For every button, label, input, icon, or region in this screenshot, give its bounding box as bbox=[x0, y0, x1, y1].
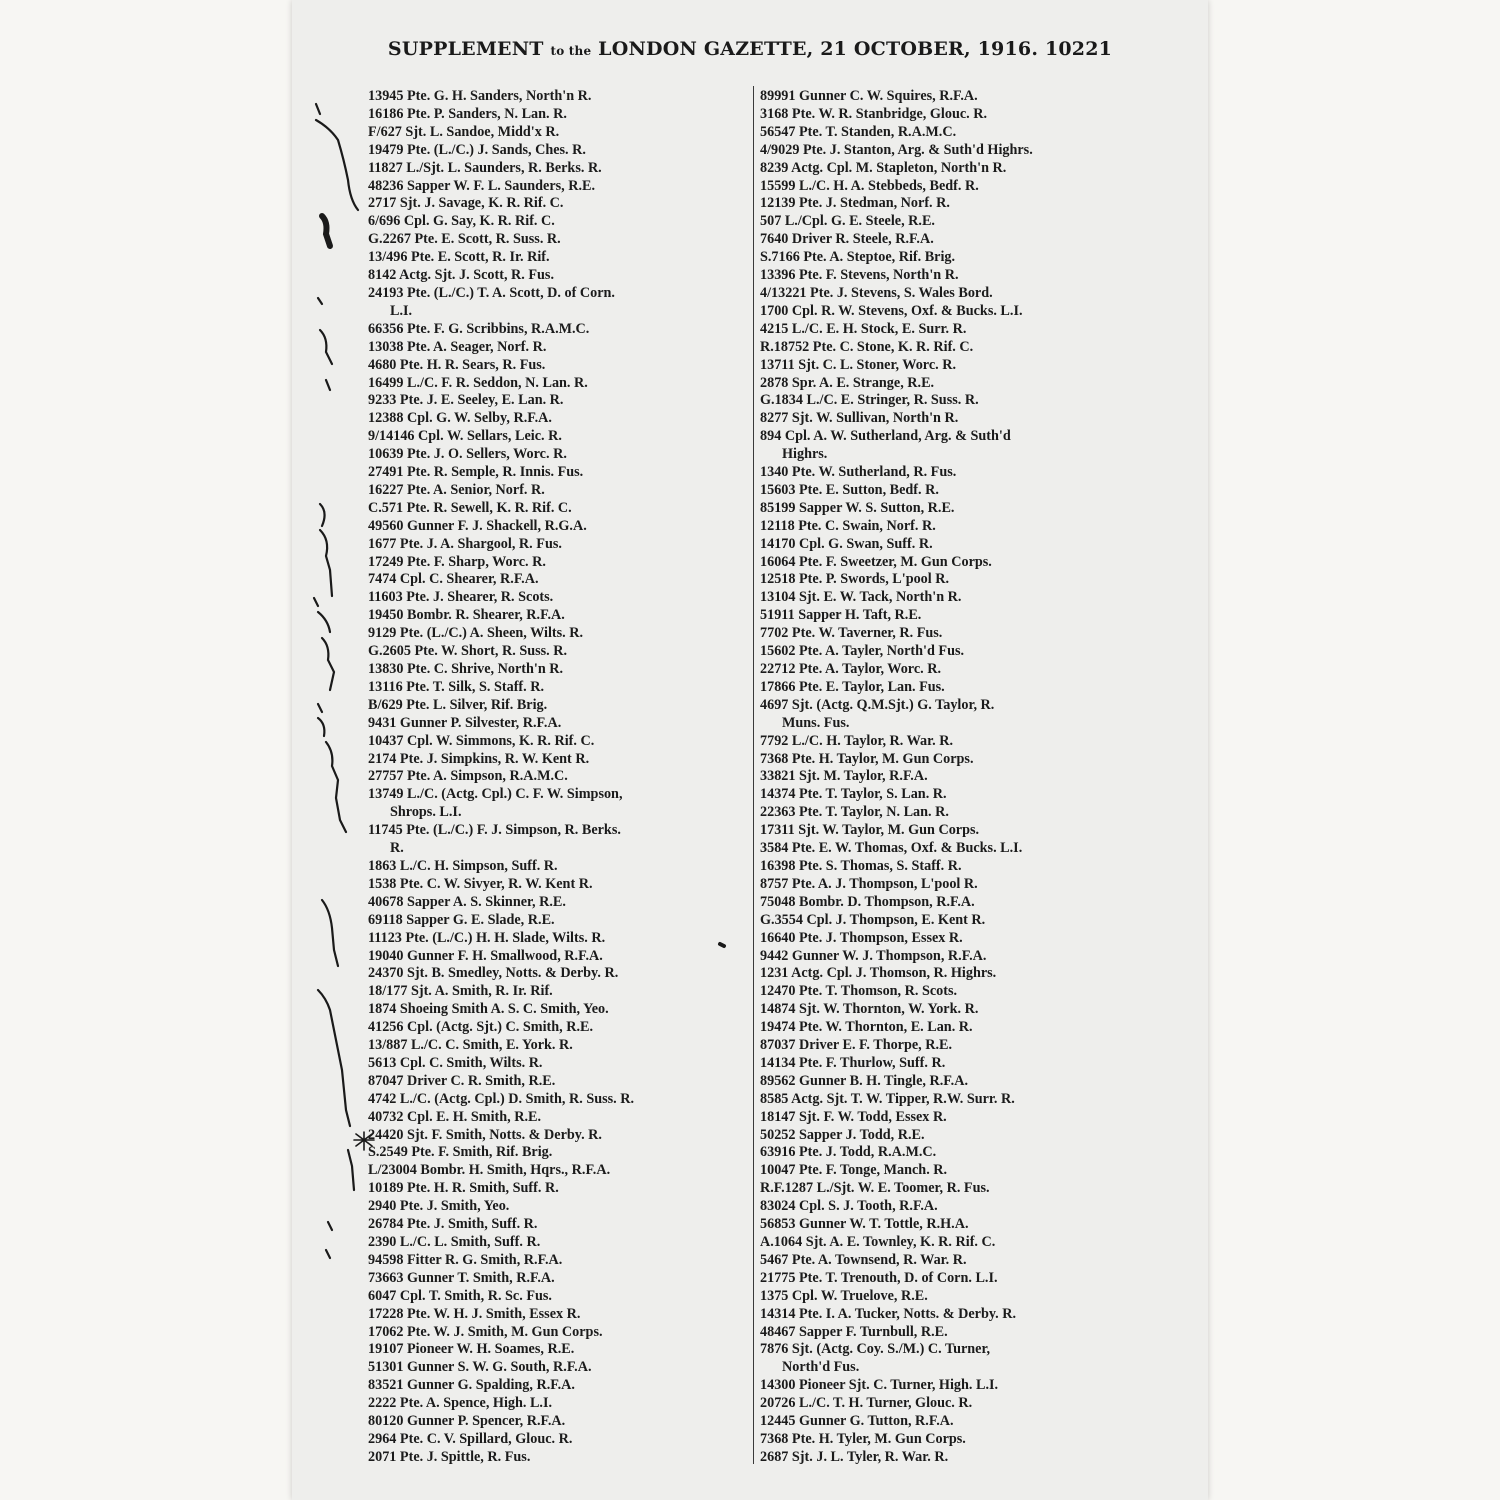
roll-entry: 14374 Pte. T. Taylor, S. Lan. R. bbox=[760, 786, 947, 803]
roll-entry: 21775 Pte. T. Trenouth, D. of Corn. L.I. bbox=[760, 1269, 998, 1286]
roll-entry: 2717 Sjt. J. Savage, K. R. Rif. C. bbox=[368, 195, 564, 212]
roll-entry: 24420 Sjt. F. Smith, Notts. & Derby. R. bbox=[368, 1126, 602, 1143]
roll-entry: 14300 Pioneer Sjt. C. Turner, High. L.I. bbox=[760, 1377, 999, 1394]
roll-entry: 9442 Gunner W. J. Thompson, R.F.A. bbox=[760, 947, 987, 964]
roll-entry: 9431 Gunner P. Silvester, R.F.A. bbox=[368, 714, 562, 731]
roll-entry: 27757 Pte. A. Simpson, R.A.M.C. bbox=[368, 768, 568, 785]
roll-entry: 5467 Pte. A. Townsend, R. War. R. bbox=[760, 1251, 967, 1268]
roll-entry: 48467 Sapper F. Turnbull, R.E. bbox=[760, 1323, 948, 1340]
roll-entry: 4742 L./C. (Actg. Cpl.) D. Smith, R. Suss. R. bbox=[368, 1090, 635, 1107]
header-gazette-title: LONDON GAZETTE, 21 OCTOBER, 1916. bbox=[598, 38, 1039, 60]
roll-entry-continuation: Highrs. bbox=[782, 446, 828, 463]
roll-entry: 94598 Fitter R. G. Smith, R.F.A. bbox=[368, 1251, 563, 1268]
roll-entry: C.571 Pte. R. Sewell, K. R. Rif. C. bbox=[368, 499, 572, 516]
roll-entry: 75048 Bombr. D. Thompson, R.F.A. bbox=[760, 893, 975, 910]
roll-entry: 16499 L./C. F. R. Seddon, N. Lan. R. bbox=[368, 374, 588, 391]
roll-entry: 17228 Pte. W. H. J. Smith, Essex R. bbox=[368, 1305, 581, 1322]
roll-entry: 40678 Sapper A. S. Skinner, R.E. bbox=[368, 893, 566, 910]
roll-entry: 8142 Actg. Sjt. J. Scott, R. Fus. bbox=[368, 267, 555, 284]
roll-entry: 15599 L./C. H. A. Stebbeds, Bedf. R. bbox=[760, 177, 979, 194]
roll-entry-continuation: R. bbox=[390, 840, 404, 857]
roll-entry: 17249 Pte. F. Sharp, Worc. R. bbox=[368, 553, 546, 570]
roll-entry-continuation: L.I. bbox=[390, 302, 413, 319]
roll-entry: 2940 Pte. J. Smith, Yeo. bbox=[368, 1198, 510, 1215]
roll-entry: 13/496 Pte. E. Scott, R. Ir. Rif. bbox=[368, 249, 550, 266]
roll-entry: 10437 Cpl. W. Simmons, K. R. Rif. C. bbox=[368, 732, 595, 749]
roll-entry: 33821 Sjt. M. Taylor, R.F.A. bbox=[760, 768, 928, 785]
roll-entry: 4215 L./C. E. H. Stock, E. Surr. R. bbox=[760, 320, 967, 337]
roll-entry: 80120 Gunner P. Spencer, R.F.A. bbox=[368, 1413, 566, 1430]
right-column bbox=[760, 88, 1136, 1467]
page-header bbox=[292, 38, 1208, 60]
roll-entry: 507 L./Cpl. G. E. Steele, R.E. bbox=[760, 213, 935, 230]
roll-entry: 13104 Sjt. E. W. Tack, North'n R. bbox=[760, 589, 962, 606]
roll-entry: 13945 Pte. G. H. Sanders, North'n R. bbox=[368, 88, 592, 104]
header-page-number: 10221 bbox=[1044, 38, 1113, 60]
roll-entry-continuation: Muns. Fus. bbox=[782, 714, 850, 731]
roll-entry: 7640 Driver R. Steele, R.F.A. bbox=[760, 231, 934, 248]
roll-entry: 66356 Pte. F. G. Scribbins, R.A.M.C. bbox=[368, 320, 590, 337]
roll-entry: 4697 Sjt. (Actg. Q.M.Sjt.) G. Taylor, R. bbox=[760, 696, 995, 713]
roll-entry: 56547 Pte. T. Standen, R.A.M.C. bbox=[760, 123, 957, 140]
roll-entry: 48236 Sapper W. F. L. Saunders, R.E. bbox=[368, 177, 596, 194]
roll-entry: 1340 Pte. W. Sutherland, R. Fus. bbox=[760, 464, 957, 481]
roll-entry: A.1064 Sjt. A. E. Townley, K. R. Rif. C. bbox=[760, 1234, 996, 1250]
roll-entry: 83024 Cpl. S. J. Tooth, R.F.A. bbox=[760, 1198, 938, 1215]
roll-entry: 17062 Pte. W. J. Smith, M. Gun Corps. bbox=[368, 1323, 603, 1340]
roll-entry: 2878 Spr. A. E. Strange, R.E. bbox=[760, 374, 935, 391]
roll-entry: 22363 Pte. T. Taylor, N. Lan. R. bbox=[760, 804, 949, 821]
roll-entry: 15602 Pte. A. Tayler, North'd Fus. bbox=[760, 643, 965, 660]
roll-entry: 4680 Pte. H. R. Sears, R. Fus. bbox=[368, 356, 546, 373]
roll-entry: 24370 Sjt. B. Smedley, Notts. & Derby. R. bbox=[368, 965, 619, 982]
roll-entry: 3584 Pte. E. W. Thomas, Oxf. & Bucks. L.I. bbox=[760, 840, 1023, 857]
roll-entry: 11123 Pte. (L./C.) H. H. Slade, Wilts. R. bbox=[368, 929, 606, 946]
roll-entry: 1677 Pte. J. A. Shargool, R. Fus. bbox=[368, 535, 562, 552]
roll-entry: 19107 Pioneer W. H. Soames, R.E. bbox=[368, 1341, 575, 1358]
roll-entry: 16398 Pte. S. Thomas, S. Staff. R. bbox=[760, 857, 962, 874]
roll-entry: 1231 Actg. Cpl. J. Thomson, R. Highrs. bbox=[760, 965, 997, 982]
roll-entry: 51301 Gunner S. W. G. South, R.F.A. bbox=[368, 1359, 592, 1376]
roll-entry: 12139 Pte. J. Stedman, Norf. R. bbox=[760, 195, 950, 212]
roll-entry: 12118 Pte. C. Swain, Norf. R. bbox=[760, 517, 936, 534]
roll-entry: G.2605 Pte. W. Short, R. Suss. R. bbox=[368, 643, 568, 660]
roll-entry: 13749 L./C. (Actg. Cpl.) C. F. W. Simpson, bbox=[368, 786, 623, 803]
roll-entry: 56853 Gunner W. T. Tottle, R.H.A. bbox=[760, 1216, 969, 1233]
left-column bbox=[368, 88, 752, 1467]
roll-entry: 1375 Cpl. W. Truelove, R.E. bbox=[760, 1287, 928, 1304]
roll-entry: 4/9029 Pte. J. Stanton, Arg. & Suth'd Highrs. bbox=[760, 141, 1033, 158]
roll-entry: 8585 Actg. Sjt. T. W. Tipper, R.W. Surr. R. bbox=[760, 1090, 1015, 1107]
roll-entry: 14170 Cpl. G. Swan, Suff. R. bbox=[760, 535, 933, 552]
roll-entry: 8277 Sjt. W. Sullivan, North'n R. bbox=[760, 410, 959, 427]
roll-entry: 6/696 Cpl. G. Say, K. R. Rif. C. bbox=[368, 213, 555, 230]
roll-entry: 3168 Pte. W. R. Stanbridge, Glouc. R. bbox=[760, 105, 988, 122]
roll-entry: 2174 Pte. J. Simpkins, R. W. Kent R. bbox=[368, 750, 590, 767]
column-divider bbox=[753, 86, 754, 1464]
roll-entry: 40732 Cpl. E. H. Smith, R.E. bbox=[368, 1108, 542, 1125]
roll-entry: 1863 L./C. H. Simpson, Suff. R. bbox=[368, 857, 558, 874]
roll-entry: 2071 Pte. J. Spittle, R. Fus. bbox=[368, 1448, 531, 1465]
roll-entry: 12388 Cpl. G. W. Selby, R.F.A. bbox=[368, 410, 552, 427]
roll-entry: 63916 Pte. J. Todd, R.A.M.C. bbox=[760, 1144, 937, 1161]
roll-entry: 11603 Pte. J. Shearer, R. Scots. bbox=[368, 589, 554, 606]
roll-entry: 1538 Pte. C. W. Sivyer, R. W. Kent R. bbox=[368, 875, 593, 892]
roll-entry: 14314 Pte. I. A. Tucker, Notts. & Derby. R. bbox=[760, 1305, 1017, 1322]
roll-entry: 7792 L./C. H. Taylor, R. War. R. bbox=[760, 732, 954, 749]
roll-entry: R.18752 Pte. C. Stone, K. R. Rif. C. bbox=[760, 338, 974, 355]
roll-entry: 13116 Pte. T. Silk, S. Staff. R. bbox=[368, 678, 545, 695]
roll-entry-continuation: Shrops. L.I. bbox=[390, 804, 462, 821]
roll-entry: 10639 Pte. J. O. Sellers, Worc. R. bbox=[368, 446, 567, 463]
roll-entry: 2390 L./C. L. Smith, Suff. R. bbox=[368, 1234, 541, 1250]
roll-entry: 22712 Pte. A. Taylor, Worc. R. bbox=[760, 661, 942, 677]
roll-entry: G.2267 Pte. E. Scott, R. Suss. R. bbox=[368, 231, 561, 248]
roll-entry: L/23004 Bombr. H. Smith, Hqrs., R.F.A. bbox=[368, 1162, 611, 1179]
roll-entry: 7368 Pte. H. Taylor, M. Gun Corps. bbox=[760, 750, 974, 767]
roll-entry: 6047 Cpl. T. Smith, R. Sc. Fus. bbox=[368, 1287, 552, 1304]
roll-entry: 18147 Sjt. F. W. Todd, Essex R. bbox=[760, 1108, 947, 1125]
roll-entry: 19479 Pte. (L./C.) J. Sands, Ches. R. bbox=[368, 141, 586, 158]
roll-entry: 49560 Gunner F. J. Shackell, R.G.A. bbox=[368, 517, 587, 534]
roll-entry: 13/887 L./C. C. Smith, E. York. R. bbox=[368, 1037, 573, 1054]
roll-entry: 14134 Pte. F. Thurlow, Suff. R. bbox=[760, 1054, 946, 1071]
roll-entry: 17866 Pte. E. Taylor, Lan. Fus. bbox=[760, 678, 945, 695]
roll-entry: 13038 Pte. A. Seager, Norf. R. bbox=[368, 338, 547, 355]
roll-entry: 69118 Sapper G. E. Slade, R.E. bbox=[368, 911, 555, 928]
roll-entry: 50252 Sapper J. Todd, R.E. bbox=[760, 1126, 925, 1143]
header-supplement: SUPPLEMENT bbox=[387, 38, 544, 60]
roll-entry: 16640 Pte. J. Thompson, Essex R. bbox=[760, 929, 963, 946]
roll-entry: 7702 Pte. W. Taverner, R. Fus. bbox=[760, 625, 943, 642]
roll-entry: 2964 Pte. C. V. Spillard, Glouc. R. bbox=[368, 1430, 573, 1447]
roll-entry: B/629 Pte. L. Silver, Rif. Brig. bbox=[368, 696, 548, 713]
roll-entry: 7876 Sjt. (Actg. Coy. S./M.) C. Turner, bbox=[760, 1341, 991, 1358]
roll-entry: 18/177 Sjt. A. Smith, R. Ir. Rif. bbox=[368, 983, 553, 1000]
roll-entry: 15603 Pte. E. Sutton, Bedf. R. bbox=[760, 481, 939, 498]
roll-entry: 83521 Gunner G. Spalding, R.F.A. bbox=[368, 1377, 575, 1394]
roll-entry: 13830 Pte. C. Shrive, North'n R. bbox=[368, 661, 564, 677]
roll-entry: 12470 Pte. T. Thomson, R. Scots. bbox=[760, 983, 958, 1000]
roll-entry: 27491 Pte. R. Semple, R. Innis. Fus. bbox=[368, 464, 584, 481]
roll-entry: 19474 Pte. W. Thornton, E. Lan. R. bbox=[760, 1019, 973, 1036]
roll-entry: 20726 L./C. T. H. Turner, Glouc. R. bbox=[760, 1395, 973, 1412]
roll-entry: 1700 Cpl. R. W. Stevens, Oxf. & Bucks. L.I. bbox=[760, 302, 1023, 319]
roll-entry: 894 Cpl. A. W. Sutherland, Arg. & Suth'd bbox=[760, 428, 1011, 445]
roll-entry: 9129 Pte. (L./C.) A. Sheen, Wilts. R. bbox=[368, 625, 584, 642]
roll-entry: S.7166 Pte. A. Steptoe, Rif. Brig. bbox=[760, 249, 956, 266]
roll-entry: 51911 Sapper H. Taft, R.E. bbox=[760, 607, 922, 624]
roll-entry: 7474 Cpl. C. Shearer, R.F.A. bbox=[368, 571, 539, 588]
roll-entry: 10047 Pte. F. Tonge, Manch. R. bbox=[760, 1162, 948, 1179]
roll-entry: 26784 Pte. J. Smith, Suff. R. bbox=[368, 1216, 538, 1233]
roll-entry: 41256 Cpl. (Actg. Sjt.) C. Smith, R.E. bbox=[368, 1019, 594, 1036]
roll-entry: 85199 Sapper W. S. Sutton, R.E. bbox=[760, 499, 955, 516]
roll-entry: 11745 Pte. (L./C.) F. J. Simpson, R. Berks. bbox=[368, 822, 621, 839]
roll-entry: 87037 Driver E. F. Thorpe, R.E. bbox=[760, 1037, 953, 1054]
roll-entry: 17311 Sjt. W. Taylor, M. Gun Corps. bbox=[760, 822, 980, 839]
roll-entry: G.3554 Cpl. J. Thompson, E. Kent R. bbox=[760, 911, 986, 928]
roll-entry: 7368 Pte. H. Tyler, M. Gun Corps. bbox=[760, 1430, 966, 1447]
roll-entry: 19450 Bombr. R. Shearer, R.F.A. bbox=[368, 607, 565, 624]
roll-entry: 8757 Pte. A. J. Thompson, L'pool R. bbox=[760, 875, 978, 892]
roll-entry: 24193 Pte. (L./C.) T. A. Scott, D. of Corn. bbox=[368, 284, 615, 301]
roll-entry: 4/13221 Pte. J. Stevens, S. Wales Bord. bbox=[760, 284, 993, 301]
roll-entry: 89991 Gunner C. W. Squires, R.F.A. bbox=[760, 88, 978, 104]
roll-entry-continuation: North'd Fus. bbox=[782, 1359, 860, 1376]
roll-entry: G.1834 L./C. E. Stringer, R. Suss. R. bbox=[760, 392, 979, 409]
roll-entry: 12445 Gunner G. Tutton, R.F.A. bbox=[760, 1413, 954, 1430]
roll-entry: F/627 Sjt. L. Sandoe, Midd'x R. bbox=[368, 123, 560, 140]
roll-entry: 2222 Pte. A. Spence, High. L.I. bbox=[368, 1395, 553, 1412]
roll-entry: 19040 Gunner F. H. Smallwood, R.F.A. bbox=[368, 947, 603, 964]
roll-entry: 14874 Sjt. W. Thornton, W. York. R. bbox=[760, 1001, 979, 1018]
roll-entry: 5613 Cpl. C. Smith, Wilts. R. bbox=[368, 1054, 543, 1071]
roll-entry: 12518 Pte. P. Swords, L'pool R. bbox=[760, 571, 950, 588]
header-to-the: to the bbox=[550, 44, 592, 58]
roll-entry: 16227 Pte. A. Senior, Norf. R. bbox=[368, 481, 545, 498]
roll-entry: R.F.1287 L./Sjt. W. E. Toomer, R. Fus. bbox=[760, 1180, 990, 1197]
roll-entry: 8239 Actg. Cpl. M. Stapleton, North'n R. bbox=[760, 159, 1007, 176]
roll-entry: 13711 Sjt. C. L. Stoner, Worc. R. bbox=[760, 356, 957, 373]
roll-entry: 73663 Gunner T. Smith, R.F.A. bbox=[368, 1269, 555, 1286]
roll-entry: 16064 Pte. F. Sweetzer, M. Gun Corps. bbox=[760, 553, 992, 570]
roll-entry: 9233 Pte. J. E. Seeley, E. Lan. R. bbox=[368, 392, 564, 409]
roll-entry: 89562 Gunner B. H. Tingle, R.F.A. bbox=[760, 1072, 968, 1089]
roll-entry: 9/14146 Cpl. W. Sellars, Leic. R. bbox=[368, 428, 562, 445]
roll-entry: S.2549 Pte. F. Smith, Rif. Brig. bbox=[368, 1144, 553, 1161]
roll-entry: 10189 Pte. H. R. Smith, Suff. R. bbox=[368, 1180, 559, 1197]
roll-entry: 1874 Shoeing Smith A. S. C. Smith, Yeo. bbox=[368, 1001, 609, 1018]
roll-entry: 2687 Sjt. J. L. Tyler, R. War. R. bbox=[760, 1448, 949, 1465]
roll-entry: 87047 Driver C. R. Smith, R.E. bbox=[368, 1072, 556, 1089]
roll-entry: 13396 Pte. F. Stevens, North'n R. bbox=[760, 267, 959, 284]
roll-entry: 16186 Pte. P. Sanders, N. Lan. R. bbox=[368, 105, 567, 122]
roll-entry: 11827 L./Sjt. L. Saunders, R. Berks. R. bbox=[368, 159, 602, 176]
